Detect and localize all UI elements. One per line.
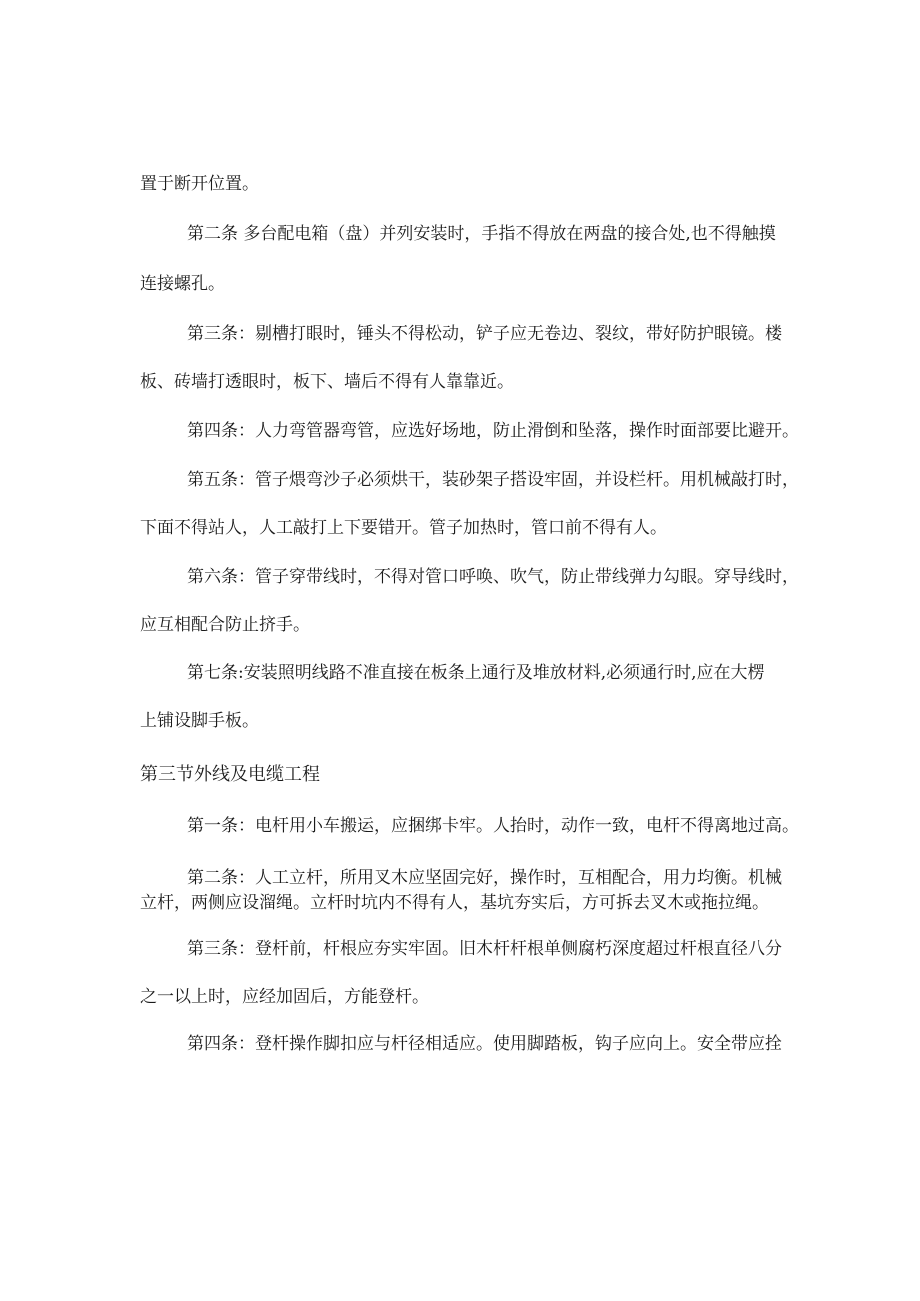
text-line: 置于断开位置。 <box>140 174 259 194</box>
text-line: 第七条:安装照明线路不准直接在板条上通行及堆放材料,必须通行时,应在大楞 <box>187 663 765 683</box>
text-line: 第五条：管子煨弯沙子必须烘干，装砂架子搭设牢固，并设栏杆。用机械敲打时， <box>187 470 799 490</box>
text-line: 之一以上时，应经加固后，方能登杆。 <box>140 987 429 1007</box>
text-line: 应互相配合防止挤手。 <box>140 615 310 635</box>
text-line: 连接螺孔。 <box>140 274 225 294</box>
text-line: 第一条：电杆用小车搬运，应捆绑卡牢。人抬时，动作一致，电杆不得离地过高。 <box>187 816 799 836</box>
text-line: 第三条：登杆前，杆根应夯实牢固。旧木杆杆根单侧腐朽深度超过杆根直径八分 <box>187 939 782 959</box>
text-line: 第二条：人工立杆，所用叉木应坚固完好，操作时，互相配合，用力均衡。机械 <box>187 868 782 888</box>
text-line: 第四条：登杆操作脚扣应与杆径相适应。使用脚踏板，钩子应向上。安全带应拴 <box>187 1034 782 1054</box>
text-line: 第三条：剔槽打眼时，锤头不得松动，铲子应无卷边、裂纹，带好防护眼镜。楼 <box>187 324 782 344</box>
text-line: 下面不得站人，人工敲打上下要错开。管子加热时，管口前不得有人。 <box>140 518 667 538</box>
text-line: 立杆，两侧应设溜绳。立杆时坑内不得有人，基坑夯实后，方可拆去叉木或拖拉绳。 <box>140 893 769 913</box>
text-line: 第六条：管子穿带线时，不得对管口呼唤、吹气，防止带线弹力勾眼。穿导线时， <box>187 567 799 587</box>
text-line: 第四条：人力弯管器弯管，应选好场地，防止滑倒和坠落，操作时面部要比避开。 <box>187 421 799 441</box>
text-line: 第二条 多台配电箱（盘）并列安装时，手指不得放在两盘的接合处,也不得触摸 <box>187 224 776 244</box>
text-line: 板、砖墙打透眼时，板下、墙后不得有人靠靠近。 <box>140 372 514 392</box>
text-line: 上铺设脚手板。 <box>140 711 259 731</box>
section-heading: 第三节外线及电缆工程 <box>140 764 320 785</box>
